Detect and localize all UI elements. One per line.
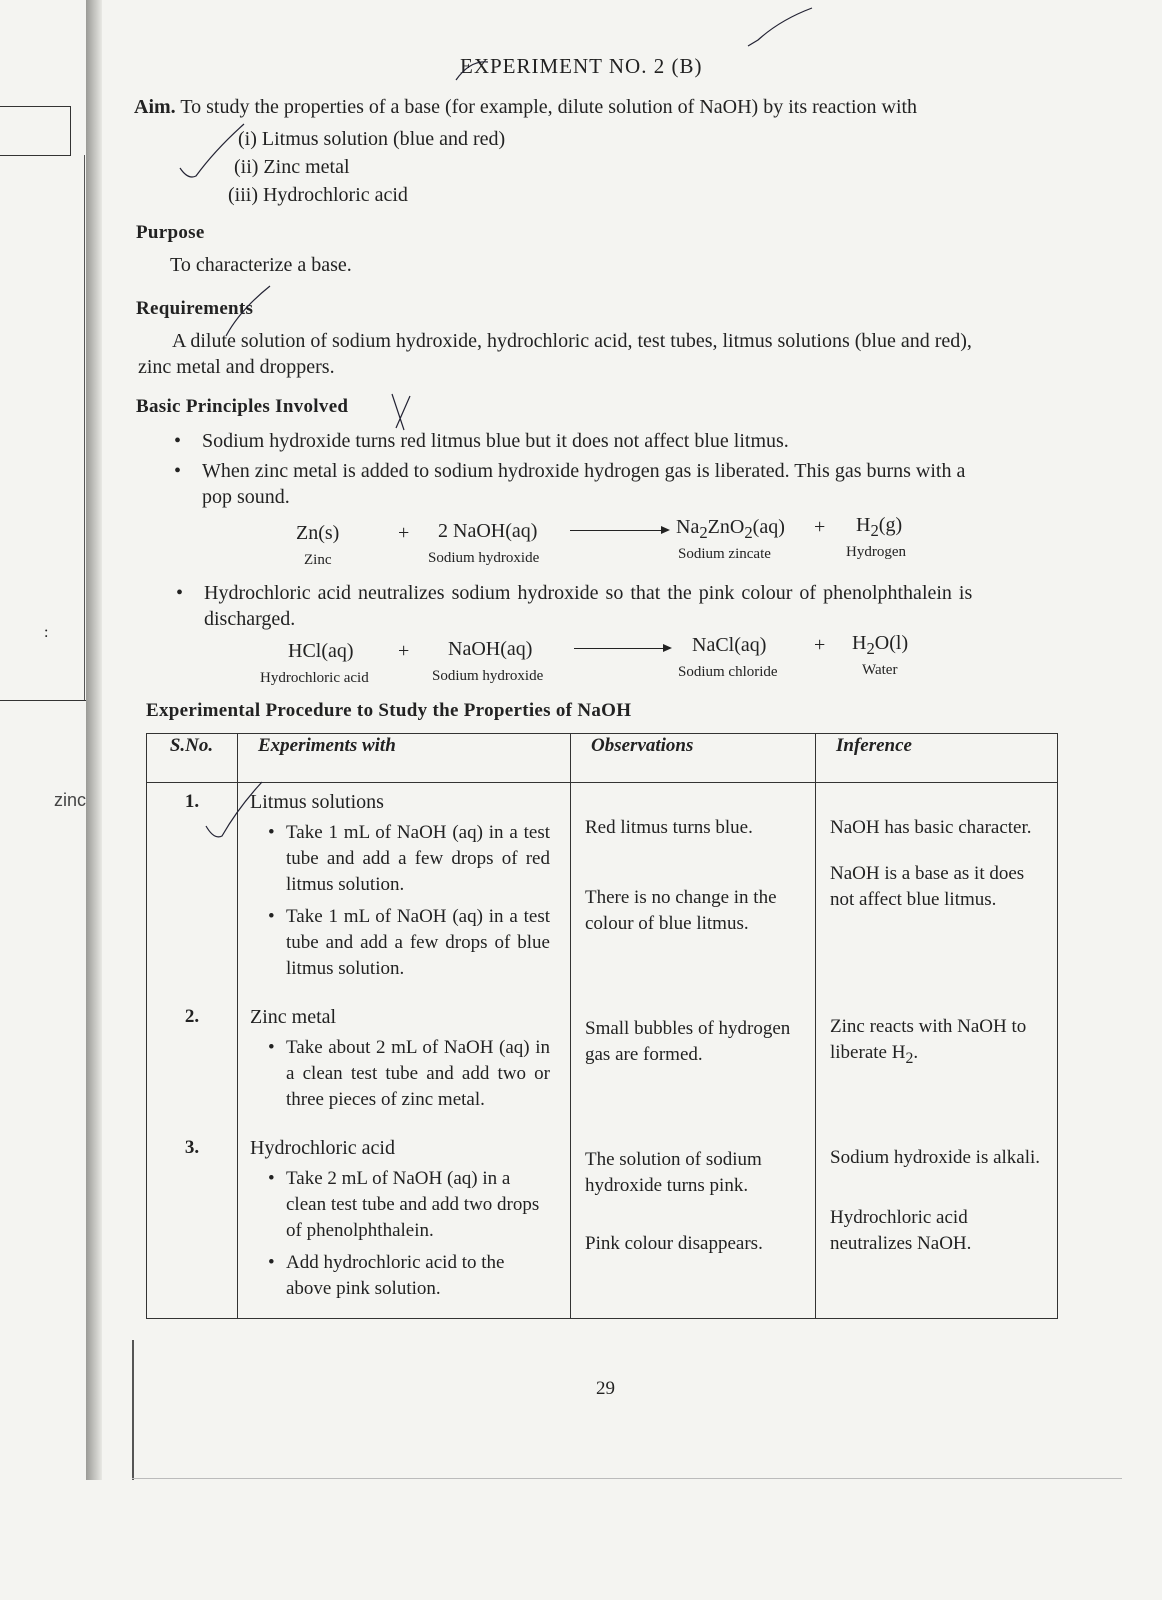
eq1-plus: + — [398, 522, 410, 544]
eq2-reactant: HCl(aq) — [288, 640, 354, 662]
aim-item: (ii) Zinc metal — [234, 156, 350, 178]
requirements-text: zinc metal and droppers. — [138, 356, 335, 378]
observation-text: There is no change in the colour of blue litmus. — [585, 887, 777, 934]
eq2-reactant: NaOH(aq) — [448, 638, 533, 660]
eq2-plus: + — [398, 640, 410, 662]
principle-text: pop sound. — [202, 486, 290, 508]
margin-mark: : — [44, 624, 49, 641]
principle-text: discharged. — [204, 608, 296, 630]
tick-mark-icon — [180, 124, 244, 177]
requirements-text: A dilute solution of sodium hydroxide, hydrochloric acid, test tubes, litmus solutions (blue and red), — [172, 330, 972, 352]
row-sno: 1. — [147, 783, 238, 999]
eq2-product: $H_2O(l)$ — [852, 632, 909, 658]
principle-bullet: • Hydrochloric acid neutralizes sodium hydroxide so that the pink colour of phenolphthalein is — [204, 582, 972, 605]
inference-text: Sodium hydroxide is alkali. — [830, 1147, 1041, 1168]
step-item: • Take about 2 mL of NaOH (aq) in a clean test tube and add two or three pieces of zinc metal. — [286, 1035, 550, 1113]
eq1-reactant: 2 NaOH(aq) — [438, 520, 538, 542]
eq1-name: Zinc — [304, 552, 332, 568]
step-item: • Take 2 mL of NaOH (aq) in a clean test tube and add two drops of phenolphthalein. — [286, 1166, 550, 1244]
eq2-name: Water — [862, 662, 898, 678]
eq1-product: $Na_2ZnO_2(aq)$ — [676, 516, 785, 542]
aim-item: (iii) Hydrochloric acid — [228, 184, 408, 206]
header-sno: S.No. — [147, 734, 238, 783]
observation-text: The solution of sodium hydroxide turns pink. — [585, 1149, 762, 1196]
inference-text: NaOH is a base as it does not affect blue litmus. — [830, 863, 1025, 910]
tick-mark-icon — [206, 782, 262, 837]
experiment-title: Hydrochloric acid — [250, 1137, 395, 1159]
observation-text: Small bubbles of hydrogen gas are formed. — [585, 1018, 791, 1065]
principle-bullet: • When zinc metal is added to sodium hydroxide hydrogen gas is liberated. This gas burns with a — [202, 460, 965, 483]
eq1-plus: + — [814, 516, 826, 538]
eq2-plus: + — [814, 634, 826, 656]
pen-stroke-icon — [456, 62, 488, 80]
eq2-name: Sodium chloride — [678, 664, 778, 680]
step-item: • Take 1 mL of NaOH (aq) in a test tube and add a few drops of blue litmus solution. — [286, 904, 550, 982]
header-inference: Inference — [816, 734, 1058, 783]
purpose-heading: Purpose — [136, 222, 205, 243]
principle-bullet: • Sodium hydroxide turns red litmus blue but it does not affect blue litmus. — [202, 430, 789, 453]
eq1-product: $H_2(g)$ — [856, 514, 903, 540]
eq1-reactant: Zn(s) — [296, 522, 340, 544]
aim-label: Aim. — [134, 96, 176, 118]
principles-heading: Basic Principles Involved — [136, 396, 349, 417]
eq1-name: Hydrogen — [846, 544, 906, 560]
step-item: • Take 1 mL of NaOH (aq) in a test tube and add a few drops of red litmus solution. — [286, 820, 550, 898]
procedure-heading: Experimental Procedure to Study the Properties of NaOH — [146, 700, 632, 721]
header-experiments: Experiments with — [238, 734, 571, 783]
tick-mark-icon — [748, 8, 812, 46]
row-sno: 3. — [147, 1129, 238, 1319]
cross-mark-icon — [392, 394, 410, 430]
eq1-name: Sodium zincate — [678, 546, 771, 562]
observation-text: Pink colour disappears. — [585, 1233, 763, 1254]
eq2-name: Hydrochloric acid — [260, 670, 369, 686]
purpose-text: To characterize a base. — [170, 254, 352, 276]
eq2-product: NaCl(aq) — [692, 634, 767, 656]
aim-text: To study the properties of a base (for example, dilute solution of NaOH) by its reaction with — [180, 96, 918, 118]
experiment-title: Litmus solutions — [250, 791, 384, 813]
requirements-heading: Requirements — [136, 298, 254, 319]
observation-text: Red litmus turns blue. — [585, 817, 753, 838]
inference-text: Zinc reacts with NaOH to liberate $H_2$. — [830, 1016, 1027, 1067]
margin-word: zinc — [54, 790, 87, 810]
page-number: 29 — [596, 1378, 615, 1399]
row-sno: 2. — [147, 998, 238, 1129]
eq2-name: Sodium hydroxide — [432, 668, 544, 684]
pen-stroke-icon — [226, 286, 270, 336]
experiment-title: Zinc metal — [250, 1006, 337, 1028]
eq1-name: Sodium hydroxide — [428, 550, 540, 566]
header-observations: Observations — [571, 734, 816, 783]
step-item: • Add hydrochloric acid to the above pink solution. — [286, 1250, 550, 1302]
aim-item: (i) Litmus solution (blue and red) — [238, 128, 506, 150]
inference-text: Hydrochloric acid neutralizes NaOH. — [830, 1207, 972, 1254]
inference-text: NaOH has basic character. — [830, 817, 1032, 838]
page-title: EXPERIMENT NO. 2 (B) — [460, 54, 703, 78]
